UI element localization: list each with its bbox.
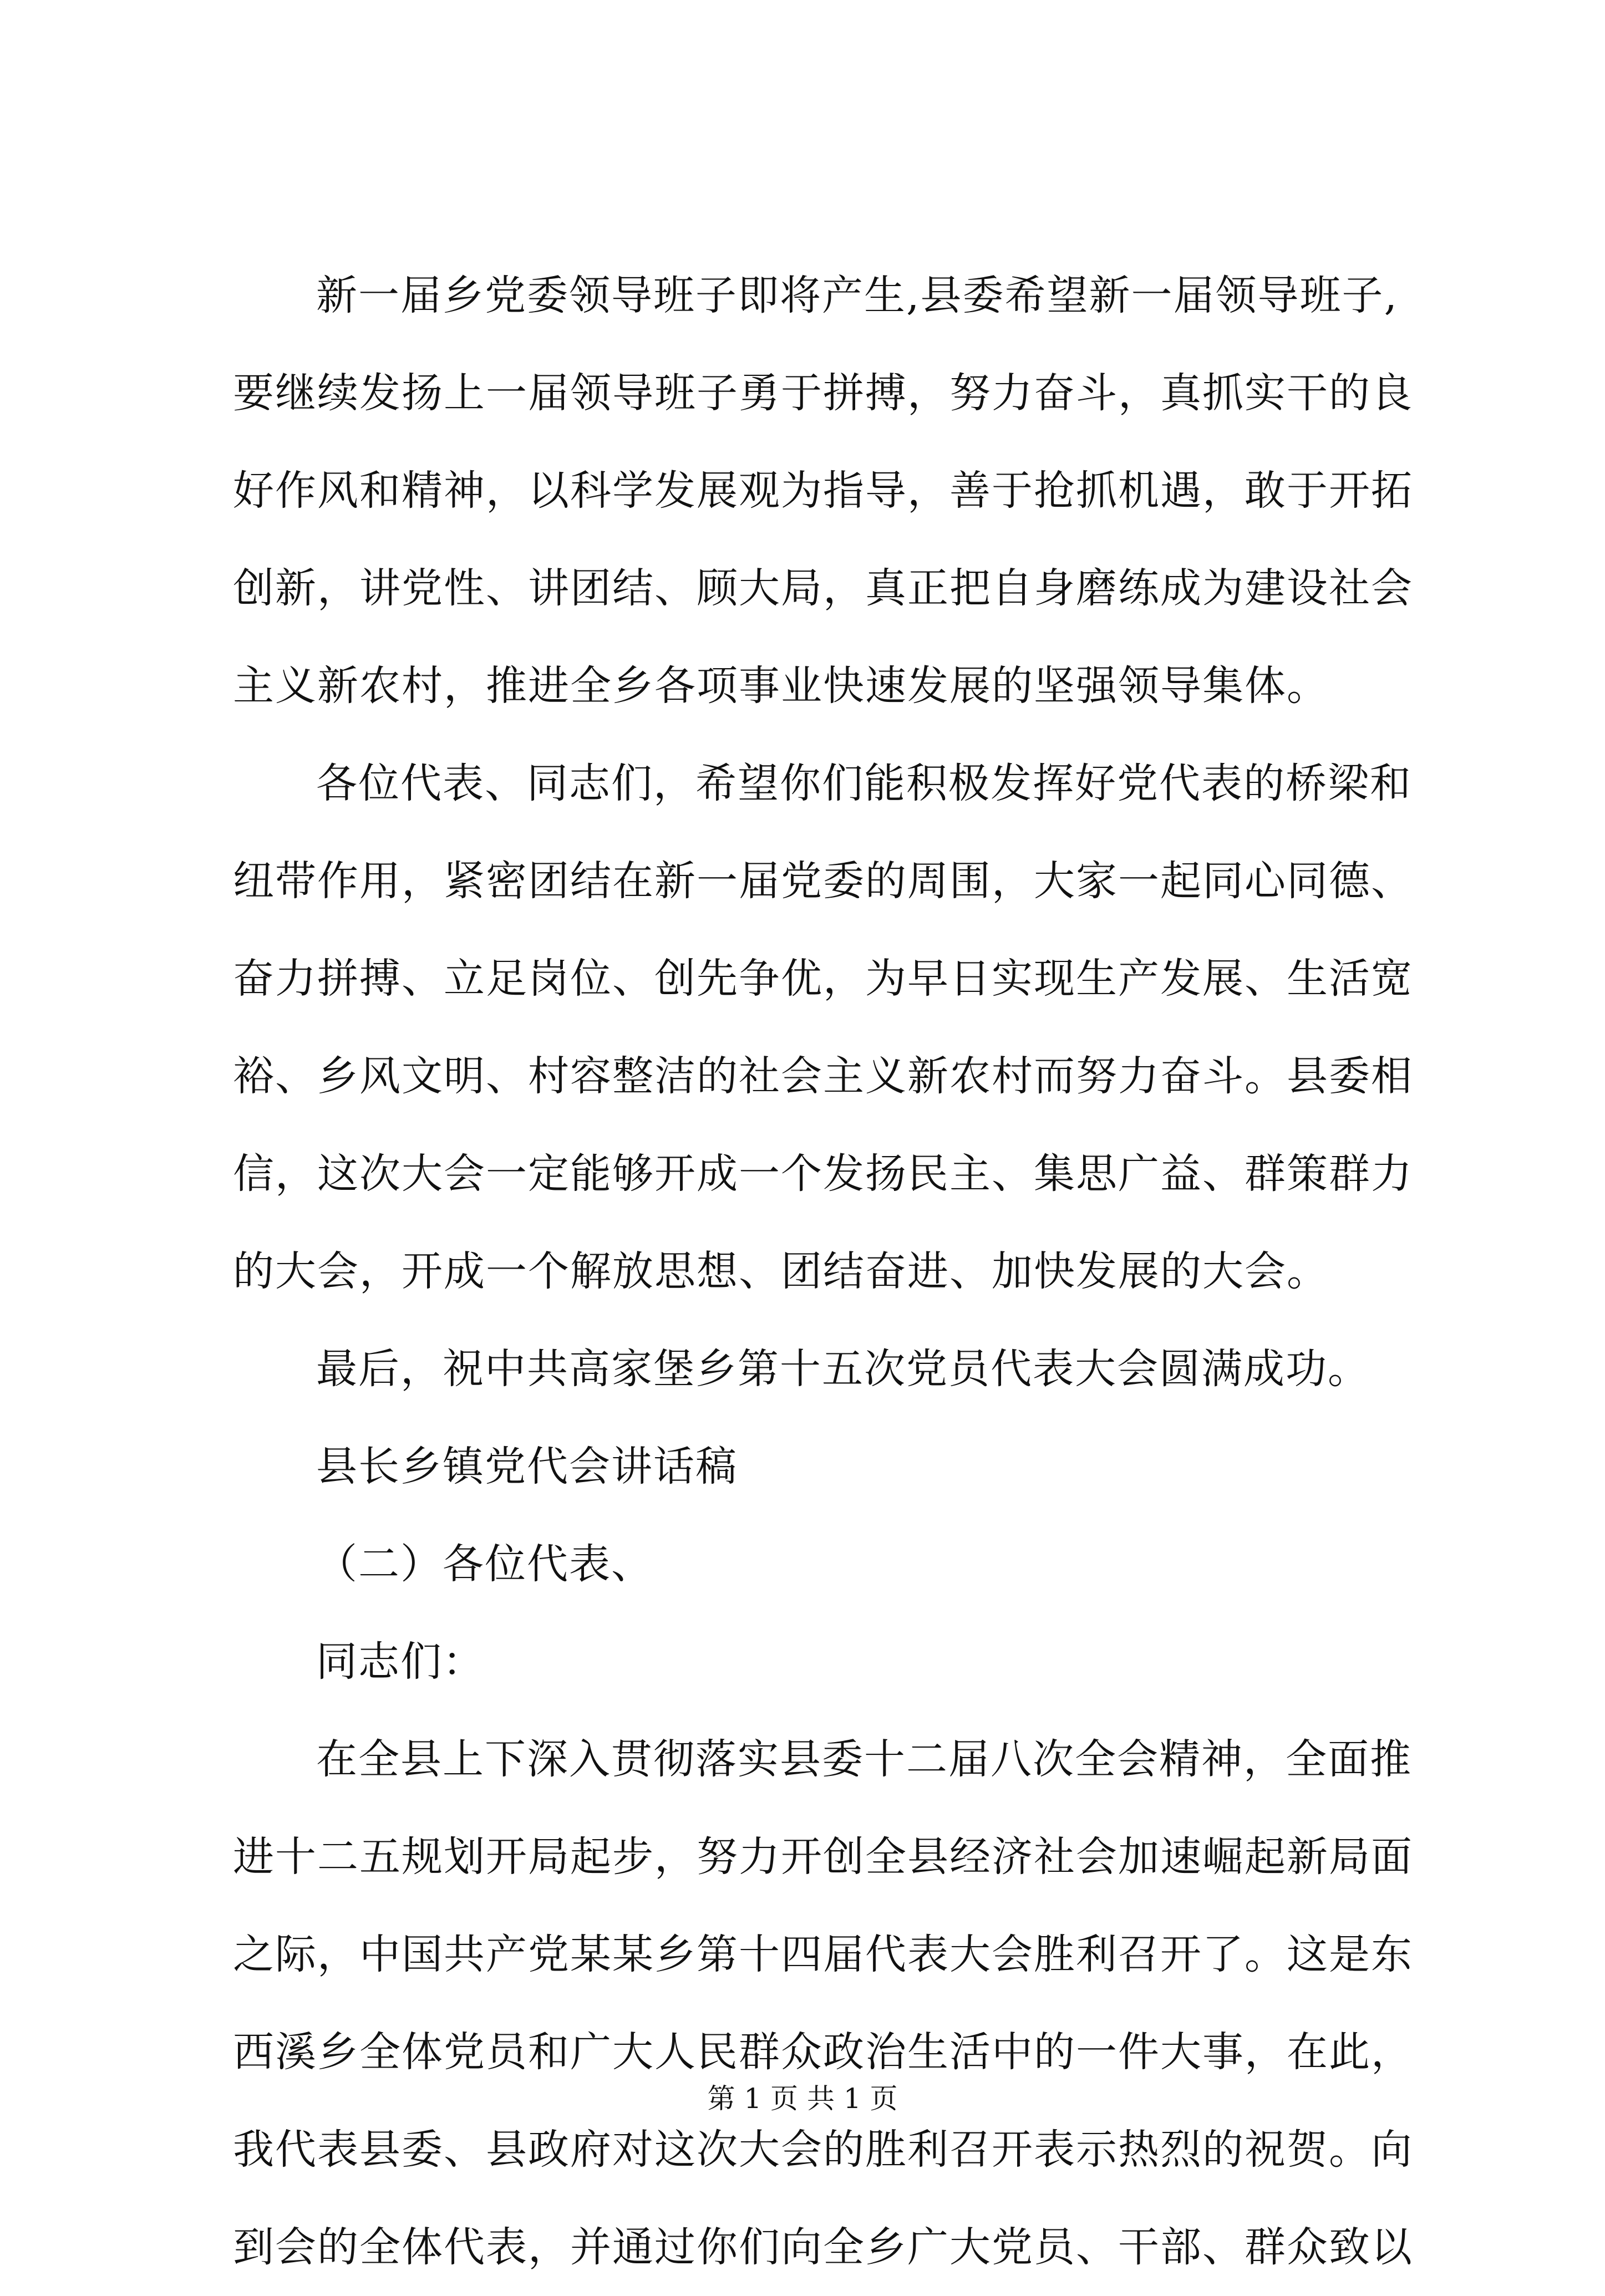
paragraph-line: 创新，讲党性、讲团结、顾大局，真正把自身磨练成为建设社会: [233, 564, 1413, 612]
paragraph-line: 的大会，开成一个解放思想、团结奋进、加快发展的大会。: [233, 1248, 1329, 1295]
paragraph-line: 我代表县委、县政府对这次大会的胜利召开表示热烈的祝贺。向: [233, 2126, 1413, 2173]
paragraph-line: 要继续发扬上一届领导班子勇于拼搏，努力奋斗，真抓实干的良: [233, 369, 1413, 417]
paragraph-line: 主义新农村，推进全乡各项事业快速发展的坚强领导集体。: [233, 662, 1329, 710]
salutation-line: 同志们：: [316, 1638, 485, 1686]
document-body: [233, 247, 1459, 2296]
paragraph-line: 好作风和精神，以科学发展观为指导，善于抢抓机遇，敢于开拓: [233, 467, 1413, 515]
paragraph-line: 进十二五规划开局起步，努力开创全县经济社会加速崛起新局面: [233, 1833, 1413, 1881]
paragraph-line: 信，这次大会一定能够开成一个发扬民主、集思广益、群策群力: [233, 1150, 1413, 1198]
page-footer: [0, 2082, 1605, 2115]
paragraph-line: 纽带作用，紧密团结在新一届党委的周围，大家一起同心同德、: [233, 857, 1413, 905]
paragraph-line: 裕、乡风文明、村容整洁的社会主义新农村而努力奋斗。县委相: [233, 1052, 1413, 1100]
paragraph-line: 最后，祝中共高家堡乡第十五次党员代表大会圆满成功。: [316, 1345, 1370, 1393]
salutation-line: （二）各位代表、: [316, 1540, 653, 1588]
paragraph-line: 新一届乡党委领导班子即将产生,县委希望新一届领导班子,: [316, 272, 1399, 319]
paragraph-line: 之际，中国共产党某某乡第十四届代表大会胜利召开了。这是东: [233, 1931, 1413, 1978]
section-title: 县长乡镇党代会讲话稿: [316, 1443, 738, 1490]
paragraph-line: 西溪乡全体党员和广大人民群众政治生活中的一件大事，在此，: [233, 2028, 1413, 2076]
paragraph-line: 各位代表、同志们，希望你们能积极发挥好党代表的桥梁和: [316, 760, 1412, 807]
paragraph-line: 奋力拼搏、立足岗位、创先争优，为早日实现生产发展、生活宽: [233, 955, 1413, 1002]
page-number: 第 1 页 共 1 页: [707, 2083, 898, 2115]
paragraph-line: 在全县上下深入贯彻落实县委十二届八次全会精神，全面推: [316, 1735, 1412, 1783]
paragraph-line: 到会的全体代表，并通过你们向全乡广大党员、干部、群众致以: [233, 2223, 1413, 2271]
